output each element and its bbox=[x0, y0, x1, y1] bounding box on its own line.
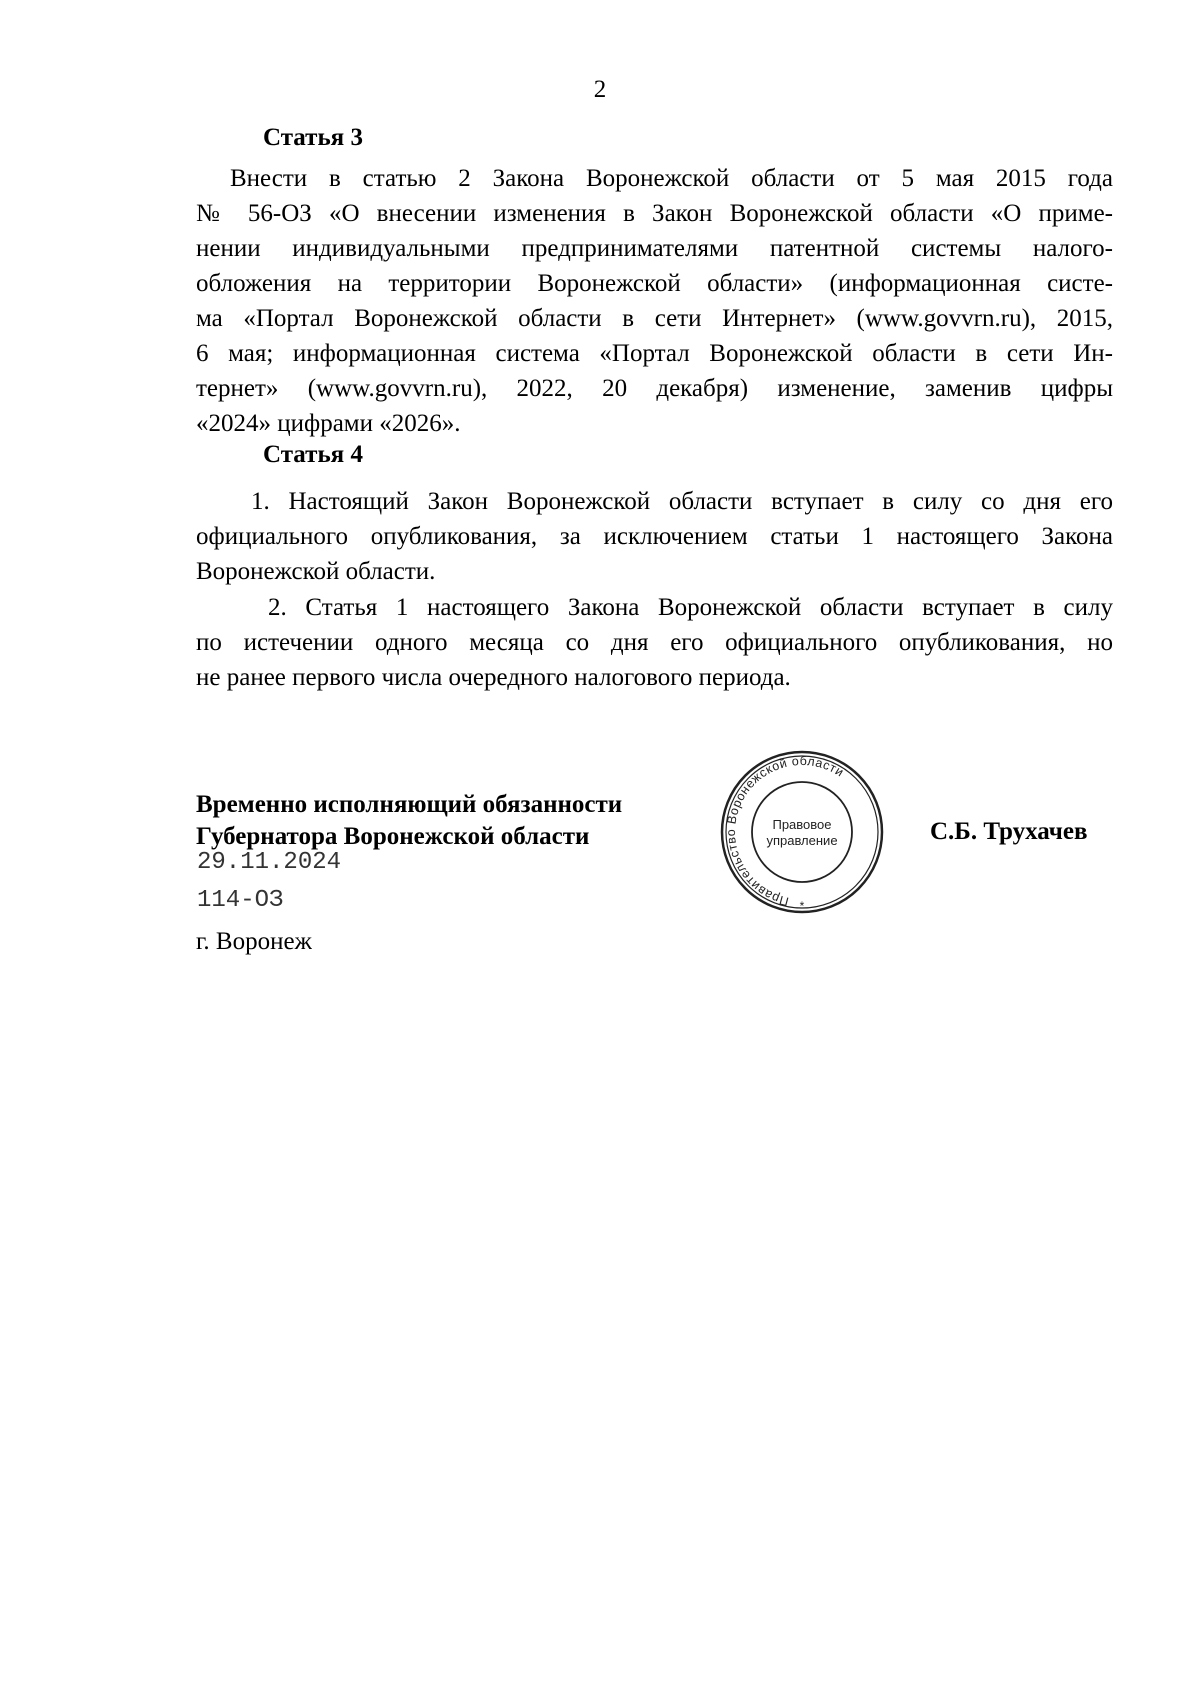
law-number: 114-ОЗ bbox=[197, 887, 284, 914]
text-line: Внести в статью 2 Закона Воронежской области от 5 мая 2015 года bbox=[230, 165, 1113, 192]
article-3-text bbox=[196, 161, 1113, 441]
text-line: по истечении одного месяца со дня его официального опубликования, но bbox=[196, 629, 1113, 656]
text-line: Воронежской области. bbox=[196, 558, 436, 585]
text-line: № 56-ОЗ «О внесении изменения в Закон Воронежской области «О приме- bbox=[196, 200, 1113, 227]
seal-star: * bbox=[799, 899, 805, 913]
seal-center-line: управление bbox=[766, 833, 838, 848]
text-line: нении индивидуальными предпринимателями патентной системы налого- bbox=[196, 235, 1113, 262]
law-date: 29.11.2024 bbox=[197, 849, 342, 876]
text-line: не ранее первого числа очередного налогового периода. bbox=[196, 664, 791, 691]
text-line: тернет» (www.govvrn.ru), 2022, 20 декабря) изменение, заменив цифры bbox=[196, 375, 1113, 402]
signer-position-line: Губернатора Воронежской области bbox=[196, 823, 590, 850]
text-line: 2. Статья 1 настоящего Закона Воронежской области вступает в силу bbox=[268, 594, 1113, 621]
text-line: ма «Портал Воронежской области в сети Интернет» (www.govvrn.ru), 2015, bbox=[196, 305, 1113, 332]
text-line: 6 мая; информационная система «Портал Воронежской области в сети Ин- bbox=[196, 340, 1113, 367]
signer-name: С.Б. Трухачев bbox=[930, 818, 1088, 845]
official-seal-stamp bbox=[717, 747, 887, 917]
text-line: «2024» цифрами «2026». bbox=[196, 410, 461, 437]
seal-ring-text: Правительство Воронежской области bbox=[723, 753, 847, 909]
article-4-title: Статья 4 bbox=[263, 441, 363, 468]
text-line: 1. Настоящий Закон Воронежской области вступает в силу со дня его bbox=[251, 488, 1113, 515]
article-4-paragraph-2 bbox=[196, 590, 1113, 695]
text-line: официального опубликования, за исключением статьи 1 настоящего Закона bbox=[196, 523, 1113, 550]
text-line: обложения на территории Воронежской области» (информационная систе- bbox=[196, 270, 1113, 297]
signer-position-line: Временно исполняющий обязанности bbox=[196, 791, 623, 818]
signer-position bbox=[196, 789, 622, 853]
seal-center-line: Правовое bbox=[772, 817, 832, 832]
article-3-title: Статья 3 bbox=[263, 124, 363, 151]
page-number: 2 bbox=[593, 76, 607, 103]
article-4-paragraph-1 bbox=[196, 484, 1113, 589]
city-name: г. Воронеж bbox=[196, 928, 312, 955]
